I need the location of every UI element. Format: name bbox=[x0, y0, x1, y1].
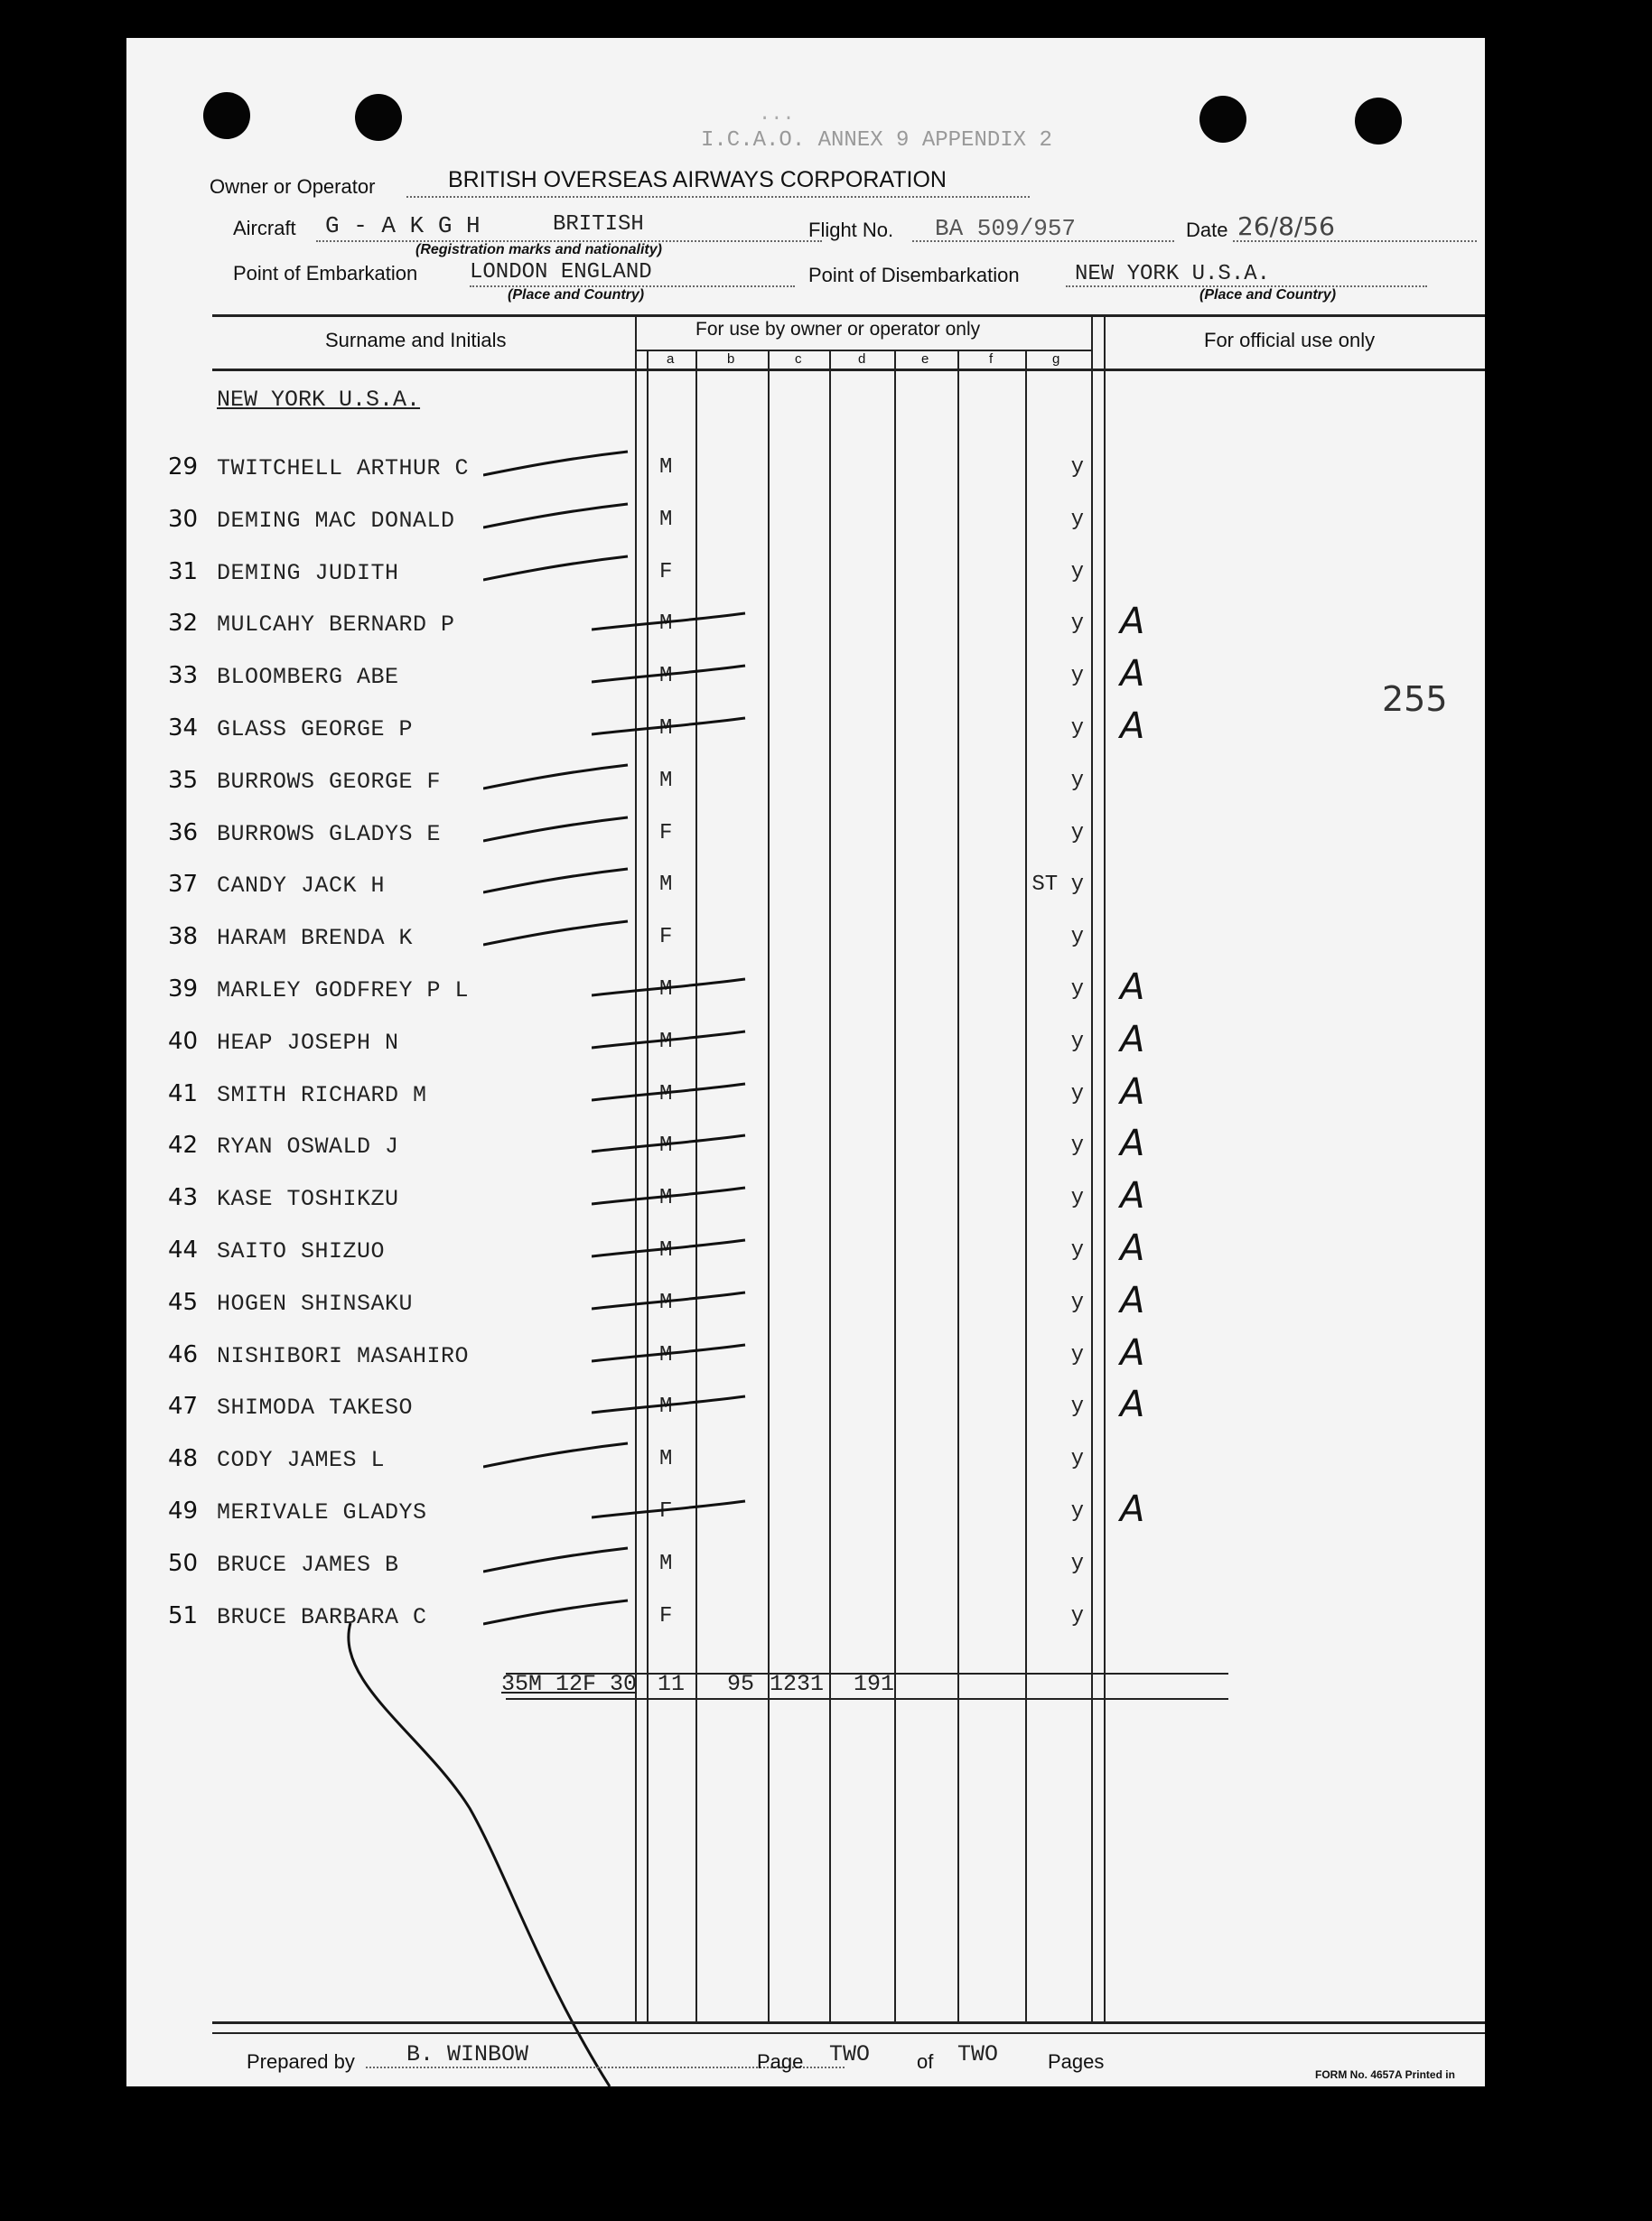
official-mark: A bbox=[1120, 966, 1145, 1008]
disembark-label: Point of Disembarkation bbox=[808, 264, 1020, 286]
passenger-name: MULCAHY BERNARD P bbox=[217, 611, 455, 638]
col-official-header: For official use only bbox=[1204, 329, 1376, 351]
totals-c: 1231 bbox=[770, 1671, 825, 1697]
faint-heading-top: ... bbox=[759, 103, 795, 126]
col-surname-header: Surname and Initials bbox=[325, 329, 507, 351]
passenger-name: RYAN OSWALD J bbox=[217, 1134, 399, 1160]
row-number: 48 bbox=[168, 1445, 199, 1472]
col-g-cell: y bbox=[1070, 611, 1084, 636]
row-number: 44 bbox=[168, 1236, 199, 1264]
official-note: 255 bbox=[1382, 679, 1448, 719]
passenger-name: BRUCE JAMES B bbox=[217, 1552, 399, 1578]
totals-summary: 35M 12F 30 bbox=[501, 1671, 638, 1697]
col-g-cell: y bbox=[1070, 1082, 1084, 1106]
sex-cell: M bbox=[659, 716, 673, 741]
passenger-name: CANDY JACK H bbox=[217, 873, 386, 899]
col-g-cell: y bbox=[1070, 1134, 1084, 1158]
totals-d: 191 bbox=[854, 1671, 895, 1697]
sex-cell: M bbox=[659, 1030, 673, 1054]
passenger-name: HOGEN SHINSAKU bbox=[217, 1291, 414, 1317]
col-g-cell: y bbox=[1070, 769, 1084, 793]
pen-stroke bbox=[126, 38, 1485, 2086]
passenger-name: HARAM BRENDA K bbox=[217, 925, 414, 951]
sex-cell: M bbox=[659, 1238, 673, 1263]
row-number: 49 bbox=[168, 1498, 199, 1525]
official-mark: A bbox=[1120, 1332, 1145, 1374]
totals-a: 11 bbox=[658, 1671, 686, 1697]
totals-b: 95 bbox=[727, 1671, 755, 1697]
sub-col-b: b bbox=[727, 351, 735, 367]
sex-cell: M bbox=[659, 1395, 673, 1419]
row-number: 36 bbox=[168, 819, 199, 846]
aircraft-label: Aircraft bbox=[233, 217, 296, 239]
passenger-name: DEMING MAC DONALD bbox=[217, 508, 455, 534]
row-number: 51 bbox=[168, 1602, 199, 1629]
passenger-name: BURROWS GLADYS E bbox=[217, 821, 442, 847]
sex-cell: F bbox=[659, 821, 673, 845]
disembark-caption: (Place and Country) bbox=[1199, 287, 1337, 303]
sub-col-e: e bbox=[921, 351, 929, 367]
row-number: 47 bbox=[168, 1393, 199, 1420]
flight-value: BA 509/957 bbox=[935, 215, 1077, 242]
row-number: 40 bbox=[168, 1028, 199, 1055]
aircraft-caption: (Registration marks and nationality) bbox=[415, 242, 662, 257]
passenger-name: SHIMODA TAKESO bbox=[217, 1395, 414, 1421]
passenger-name: DEMING JUDITH bbox=[217, 560, 399, 586]
passenger-name: GLASS GEORGE P bbox=[217, 716, 414, 742]
sex-cell: M bbox=[659, 1082, 673, 1106]
col-g-cell: y bbox=[1070, 977, 1084, 1002]
row-number: 50 bbox=[168, 1550, 199, 1577]
sex-cell: F bbox=[659, 1499, 673, 1524]
passenger-name: KASE TOSHIKZU bbox=[217, 1186, 399, 1212]
passenger-name: MERIVALE GLADYS bbox=[217, 1499, 427, 1526]
sex-cell: M bbox=[659, 664, 673, 688]
row-number: 32 bbox=[168, 610, 199, 637]
row-number: 45 bbox=[168, 1289, 199, 1316]
passenger-name: BLOOMBERG ABE bbox=[217, 664, 399, 690]
section-heading: NEW YORK U.S.A. bbox=[217, 387, 421, 413]
passenger-name: TWITCHELL ARTHUR C bbox=[217, 455, 470, 481]
sub-col-f: f bbox=[989, 351, 994, 367]
official-mark: A bbox=[1120, 1384, 1145, 1425]
passenger-name: CODY JAMES L bbox=[217, 1447, 386, 1473]
manifest-sheet bbox=[126, 38, 1485, 2086]
page-value: TWO bbox=[829, 2041, 871, 2067]
embark-caption: (Place and Country) bbox=[508, 287, 645, 303]
official-mark: A bbox=[1120, 601, 1145, 642]
passenger-name: HEAP JOSEPH N bbox=[217, 1030, 399, 1056]
sex-cell: M bbox=[659, 1552, 673, 1576]
page-label: Page bbox=[757, 2050, 804, 2073]
row-number: 35 bbox=[168, 767, 199, 794]
row-number: 39 bbox=[168, 975, 199, 1003]
sex-cell: M bbox=[659, 769, 673, 793]
row-number: 46 bbox=[168, 1341, 199, 1368]
col-g-cell: y bbox=[1070, 664, 1084, 688]
passenger-name: MARLEY GODFREY P L bbox=[217, 977, 470, 1003]
sex-cell: M bbox=[659, 1291, 673, 1315]
passenger-name: BURROWS GEORGE F bbox=[217, 769, 442, 795]
of-value: TWO bbox=[957, 2041, 999, 2067]
sex-cell: M bbox=[659, 455, 673, 480]
sub-col-g: g bbox=[1052, 351, 1060, 367]
row-number: 30 bbox=[168, 506, 199, 533]
col-g-cell: y bbox=[1070, 560, 1084, 584]
prepared-label: Prepared by bbox=[247, 2050, 355, 2073]
sex-cell: M bbox=[659, 1186, 673, 1210]
sex-cell: M bbox=[659, 977, 673, 1002]
form-number: FORM No. 4657A Printed in bbox=[1315, 2068, 1455, 2081]
of-label: of bbox=[917, 2050, 934, 2073]
sex-cell: M bbox=[659, 611, 673, 636]
official-mark: A bbox=[1120, 705, 1145, 747]
col-g-cell: y bbox=[1070, 1030, 1084, 1054]
row-number: 37 bbox=[168, 871, 199, 898]
sex-cell: M bbox=[659, 508, 673, 532]
official-mark: A bbox=[1120, 1123, 1145, 1164]
sex-cell: M bbox=[659, 1134, 673, 1158]
sex-cell: M bbox=[659, 1343, 673, 1367]
col-g-cell: y bbox=[1070, 508, 1084, 532]
row-number: 34 bbox=[168, 714, 199, 742]
col-g-cell: y bbox=[1070, 1186, 1084, 1210]
row-number: 31 bbox=[168, 558, 199, 585]
sex-cell: F bbox=[659, 560, 673, 584]
disembark-value: NEW YORK U.S.A. bbox=[1075, 262, 1271, 286]
col-g-cell: y bbox=[1070, 925, 1084, 949]
col-g-cell: y bbox=[1070, 1395, 1084, 1419]
sub-col-a: a bbox=[667, 351, 675, 367]
flight-label: Flight No. bbox=[808, 219, 894, 241]
sex-cell: M bbox=[659, 873, 673, 897]
official-mark: A bbox=[1120, 1227, 1145, 1269]
col-g-cell: y bbox=[1070, 1499, 1084, 1524]
aircraft-value: G - A K G H bbox=[325, 212, 481, 239]
col-g-cell: y bbox=[1070, 1552, 1084, 1576]
official-mark: A bbox=[1120, 1175, 1145, 1217]
sex-cell: F bbox=[659, 925, 673, 949]
col-owner-header: For use by owner or operator only bbox=[695, 319, 981, 340]
col-g-cell: y bbox=[1070, 821, 1084, 845]
col-g-cell: y bbox=[1070, 716, 1084, 741]
embark-label: Point of Embarkation bbox=[233, 262, 418, 285]
passenger-name: SAITO SHIZUO bbox=[217, 1238, 386, 1264]
col-g-cell: y bbox=[1070, 1343, 1084, 1367]
date-label: Date bbox=[1186, 219, 1228, 241]
sub-col-d: d bbox=[858, 351, 866, 367]
passenger-name: BRUCE BARBARA C bbox=[217, 1604, 427, 1630]
sex-cell: M bbox=[659, 1447, 673, 1471]
official-mark: A bbox=[1120, 1488, 1145, 1530]
col-g-cell: y bbox=[1070, 1447, 1084, 1471]
pages-label: Pages bbox=[1048, 2050, 1105, 2073]
owner-label: Owner or Operator bbox=[210, 175, 376, 198]
official-mark: A bbox=[1120, 653, 1145, 695]
row-number: 41 bbox=[168, 1080, 199, 1107]
row-number: 29 bbox=[168, 453, 199, 481]
col-g-cell: ST y bbox=[1031, 873, 1084, 897]
embark-value: LONDON ENGLAND bbox=[470, 260, 652, 285]
passenger-name: SMITH RICHARD M bbox=[217, 1082, 427, 1108]
col-g-cell: y bbox=[1070, 1604, 1084, 1628]
col-g-cell: y bbox=[1070, 455, 1084, 480]
row-number: 42 bbox=[168, 1132, 199, 1159]
sub-col-c: c bbox=[795, 351, 802, 367]
official-mark: A bbox=[1120, 1071, 1145, 1113]
sex-cell: F bbox=[659, 1604, 673, 1628]
faint-heading: I.C.A.O. ANNEX 9 APPENDIX 2 bbox=[701, 128, 1052, 153]
row-number: 38 bbox=[168, 923, 199, 950]
row-number: 33 bbox=[168, 662, 199, 689]
col-g-cell: y bbox=[1070, 1238, 1084, 1263]
owner-value: BRITISH OVERSEAS AIRWAYS CORPORATION bbox=[448, 167, 947, 192]
row-number: 43 bbox=[168, 1184, 199, 1211]
official-mark: A bbox=[1120, 1019, 1145, 1060]
passenger-name: NISHIBORI MASAHIRO bbox=[217, 1343, 470, 1369]
prepared-value: B. WINBOW bbox=[406, 2041, 529, 2067]
date-value: 26/8/56 bbox=[1237, 211, 1335, 241]
col-g-cell: y bbox=[1070, 1291, 1084, 1315]
aircraft-nationality: BRITISH bbox=[553, 212, 644, 237]
official-mark: A bbox=[1120, 1280, 1145, 1321]
